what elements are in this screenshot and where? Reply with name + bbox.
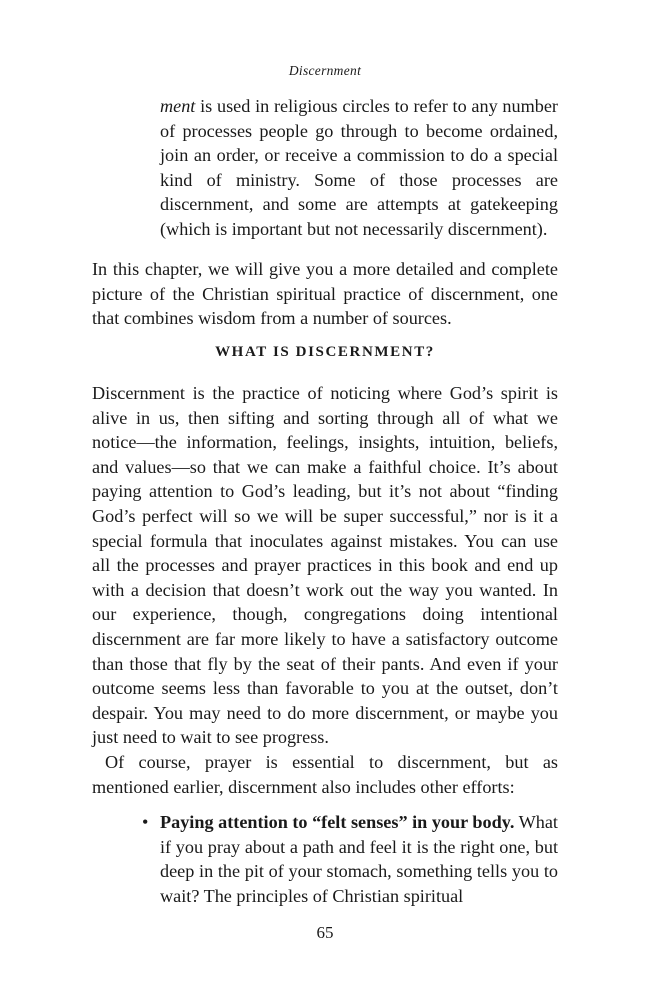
body-text	[92, 381, 558, 799]
body-paragraph-1: Discernment is the practice of noticing where God’s spirit is alive in us, then sifting and sorting through all of what we notice—the information, feelings, insights, intuition, beliefs, and values—so that we can make a faithful choice. It’s about paying attention to God’s leading, but it’s not about “finding God’s perfect will so we will be super successful,” nor is it a special formula that inoculates against mistakes. You can use all the processes and prayer practices in this book and end up with a decision that doesn’t work out the way you wanted. In our experience, though, congregations doing intentional discernment are far more likely to have a satisfactory outcome than those that fly by the seat of their pants. And even if your outcome seems less than favorable to you at the outset, don’t despair. You may need to do more discernment, or maybe you just need to wait to see progress.	[92, 383, 558, 748]
bullet-bold-lead: Paying attention to “felt senses” in your body.	[160, 812, 515, 832]
quote-italic-lead: ment	[160, 96, 196, 116]
indented-quote-block	[160, 94, 558, 242]
running-head: Discernment	[288, 63, 362, 78]
bullet-marker: •	[142, 812, 149, 832]
section-heading: WHAT IS DISCERNMENT?	[215, 344, 435, 360]
quote-paragraph	[160, 94, 558, 242]
page-number: 65	[316, 923, 334, 942]
body-paragraph-2: Of course, prayer is essential to discernment, but as mentioned earlier, discernment also includes other efforts:	[92, 751, 558, 797]
bullet-list	[142, 810, 558, 908]
bullet-item	[160, 810, 558, 908]
intro-paragraph: In this chapter, we will give you a more detailed and complete picture of the Christian spiritual practice of discernment, one that combines wisdom from a number of sources.	[92, 259, 558, 329]
bullet-text: What if you pray about a path and feel it is the right one, but deep in the pit of your stomach, something tells you to wait? The principles of Christian spiritual	[160, 812, 558, 906]
intro-paragraph-block	[92, 257, 558, 331]
quote-text: is used in religious circles to refer to any number of processes people go through to become ordained, join an order, or receive a commission to do a special kind of ministry. Some of those processes are discernment, and some are attempts at gatekeeping (which is important but not necessarily discernment).	[160, 96, 558, 239]
